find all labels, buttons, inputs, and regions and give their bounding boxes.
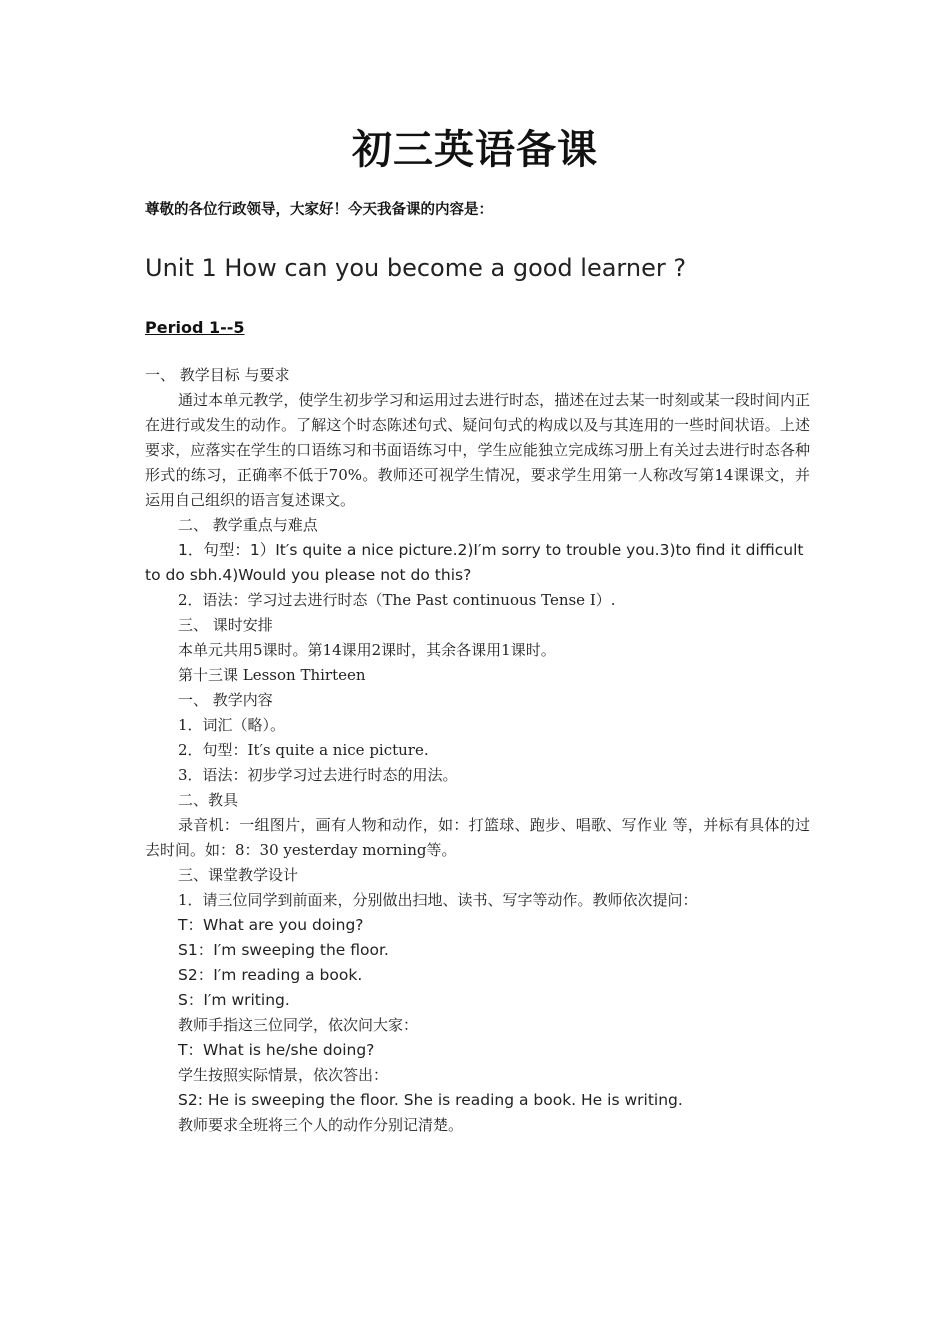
section-heading-objectives: 一、 教学目标 与要求	[145, 366, 290, 384]
greeting-line: 尊敬的各位行政领导，大家好！今天我备课的内容是：	[145, 201, 493, 218]
teaching-aids-text: 录音机：一组图片，画有人物和动作，如：打篮球、跑步、唱歌、写作业 等，并标有具体的过去时间。如：8：30 yesterday morning等。	[145, 816, 810, 859]
key-points-grammar: 2．语法：学习过去进行时态（The Past continuous Tense I）.	[178, 591, 616, 609]
content-vocabulary: 1．词汇（略）。	[178, 716, 286, 734]
teacher-requirement: 教师要求全班将三个人的动作分别记清楚。	[178, 1116, 464, 1134]
dialogue-line: S：I′m writing.	[178, 991, 290, 1009]
document-title: 初三英语备课	[352, 126, 598, 173]
classroom-step-1: 1．请三位同学到前面来，分别做出扫地、读书、写字等动作。教师依次提问：	[178, 891, 698, 909]
content-sentence-pattern: 2．句型：It′s quite a nice picture.	[178, 741, 429, 759]
section-heading-key-points: 二、 教学重点与难点	[178, 516, 318, 534]
student-instruction: 学生按照实际情景，依次答出：	[178, 1066, 389, 1084]
unit-heading: Unit 1 How can you become a good learner ?	[145, 254, 687, 282]
key-points-sentence-patterns: 1．句型：1）It′s quite a nice picture.2)I′m sorry to trouble you.3)to find it difficult to do sbh.4)Would you please not do this?	[145, 541, 804, 584]
dialogue-line: T：What are you doing?	[178, 916, 364, 934]
dialogue-line: S2：I′m reading a book.	[178, 966, 363, 984]
content-grammar: 3．语法：初步学习过去进行时态的用法。	[178, 766, 458, 784]
teacher-instruction: 教师手指这三位同学，依次问大家：	[178, 1016, 419, 1034]
schedule-text: 本单元共用5课时。第14课用2课时，其余各课用1课时。	[178, 641, 556, 659]
dialogue-line: S1：I′m sweeping the floor.	[178, 941, 389, 959]
section-heading-content: 一、 教学内容	[178, 691, 273, 709]
objectives-paragraph: 通过本单元教学，使学生初步学习和运用过去进行时态，描述在过去某一时刻或某一段时间内正在进行或发生的动作。了解这个时态陈述句式、疑问句式的构成以及与其连用的一些时间状语。上述要求，应落实在学生的口语练习和书面语练习中，学生应能独立完成练习册上有关过去进行时态各种形式的练习，正确率不低于70%。教师还可视学生情况，要求学生用第一人称改写第14课课文，并运用自己组织的语言复述课文。	[145, 391, 810, 509]
section-heading-classroom-design: 三、课堂教学设计	[178, 866, 299, 884]
dialogue-line: T：What is he/she doing?	[178, 1041, 375, 1059]
period-heading: Period 1--5	[145, 318, 245, 337]
dialogue-line: S2: He is sweeping the floor. She is reading a book. He is writing.	[178, 1091, 683, 1109]
document-body	[145, 363, 810, 1138]
section-heading-teaching-aids: 二、教具	[178, 791, 239, 809]
lesson-heading: 第十三课 Lesson Thirteen	[178, 666, 366, 684]
section-heading-schedule: 三、 课时安排	[178, 616, 273, 634]
